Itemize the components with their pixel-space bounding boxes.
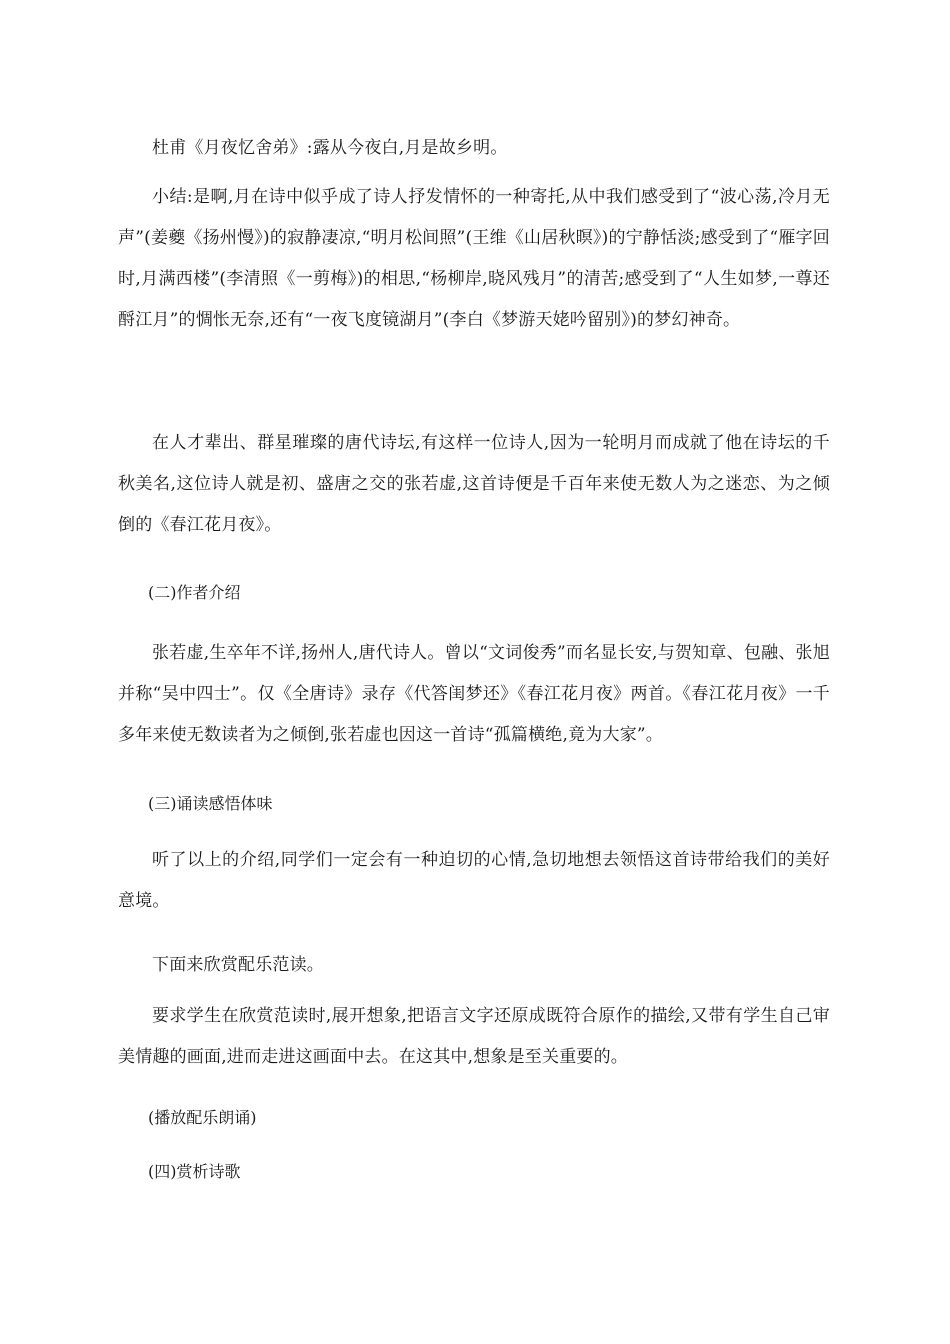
author-bio-paragraph: 张若虚,生卒年不详,扬州人,唐代诗人。曾以“文词俊秀”而名显长安,与贺知章、包融、张旭并称“吴中四士”。仅《全唐诗》录存《代答闺梦还》《春江花月夜》两首。《春江花月夜》一千多年来使无数读者为之倾倒,张若虚也因这一首诗“孤篇横绝,竟为大家”。 <box>118 643 830 745</box>
poem-quote-paragraph: 杜甫《月夜忆舍弟》:露从今夜白,月是故乡明。 <box>152 138 508 158</box>
requirement-paragraph: 要求学生在欣赏范读时,展开想象,把语言文字还原成既符合原作的描绘,又带有学生自己审美情趣的画面,进而走进这画面中去。在这其中,想象是至关重要的。 <box>118 1006 830 1067</box>
reading-intro-paragraph: 听了以上的介绍,同学们一定会有一种迫切的心情,急切地想去领悟这首诗带给我们的美好意境。 <box>118 850 830 911</box>
intro-paragraph: 在人才辈出、群星璀璨的唐代诗坛,有这样一位诗人,因为一轮明月而成就了他在诗坛的千秋美名,这位诗人就是初、盛唐之交的张若虚,这首诗便是千百年来使无数人为之迷恋、为之倾倒的《春江花月夜》。 <box>118 433 830 535</box>
play-note: (播放配乐朗诵) <box>148 1108 257 1127</box>
section-heading-appreciation: (四)赏析诗歌 <box>148 1162 241 1181</box>
summary-paragraph: 小结:是啊,月在诗中似乎成了诗人抒发情怀的一种寄托,从中我们感受到了“波心荡,冷月无声”(姜夔《扬州慢》)的寂静凄凉,“明月松间照”(王维《山居秋暝》)的宁静恬淡;感受到了“雁字回时,月满西楼”(李清照《一剪梅》)的相思,“杨柳岸,晓风残月”的清苦;感受到了“人生如梦,一尊还酹江月”的惆怅无奈,还有“一夜飞度镜湖月”(李白《梦游天姥吟留别》)的梦幻神奇。 <box>118 187 830 330</box>
section-heading-author: (二)作者介绍 <box>148 583 241 602</box>
section-heading-reading: (三)诵读感悟体味 <box>148 794 273 813</box>
listen-paragraph: 下面来欣赏配乐范读。 <box>152 955 324 975</box>
